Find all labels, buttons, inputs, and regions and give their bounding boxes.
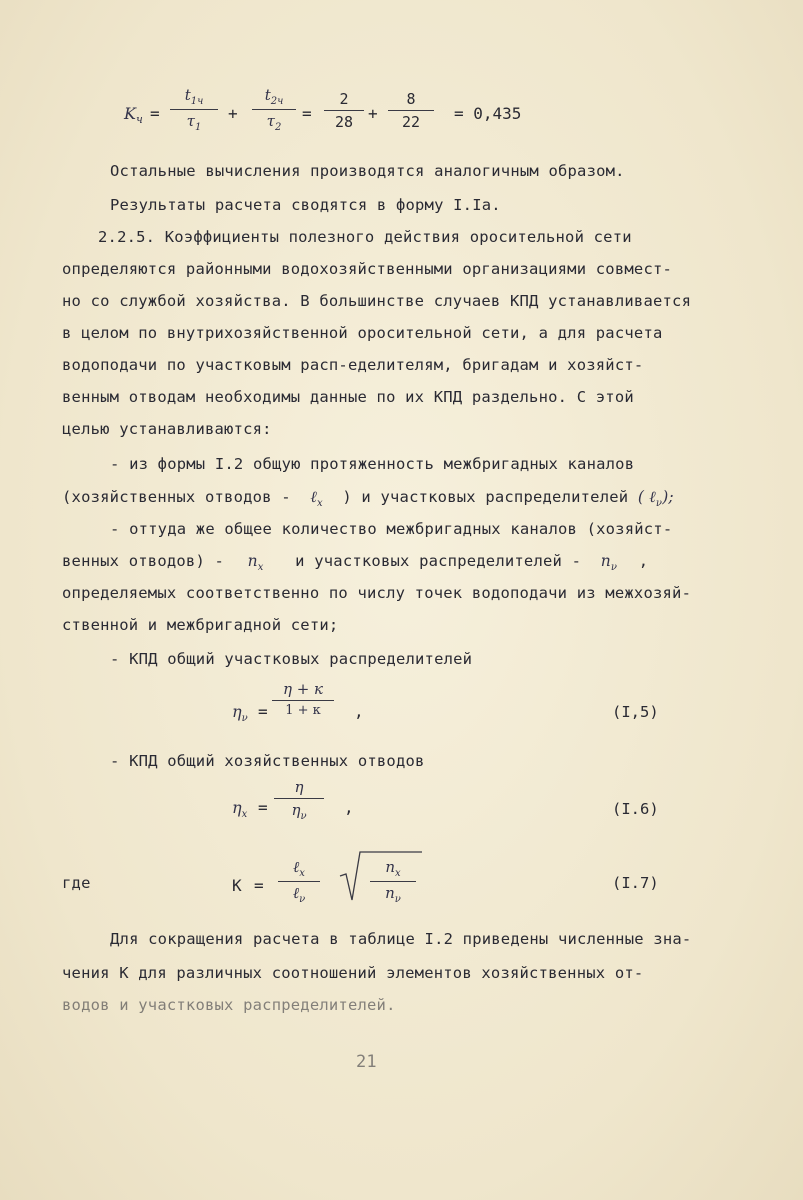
plus-sign: + xyxy=(228,104,238,123)
bullet-count-line-1: - оттуда же общее количество межбригадных каналов (хозяйст- xyxy=(110,520,673,538)
equation-number-1-7: (I.7) xyxy=(612,874,659,892)
formula-1-6-fraction: η $\eta_\nu$ xyxy=(274,778,324,822)
section-2-2-5-line-2: определяются районными водохозяйственными организациями совмест- xyxy=(62,260,673,278)
formula-1-5-fraction: η + к 1 + к xyxy=(272,680,334,718)
section-2-2-5-line-5: водоподачи по участковым расп-еделителям, бригадам и хозяйст- xyxy=(62,356,644,374)
section-2-2-5-line-3: но со службой хозяйства. В большинстве случаев КПД устанавливается xyxy=(62,292,692,310)
formula-1-6-lhs: $\eta_х$ xyxy=(232,798,248,821)
paragraph-table-note-line-1: Для сокращения расчета в таблице I.2 приведены численные зна- xyxy=(110,930,692,948)
bullet-count-line-3: определяемых соответственно по числу точек водоподачи из межхозяй- xyxy=(62,584,692,602)
formula-kch-lhs: $K_ч$ xyxy=(124,104,143,127)
symbol-nv: $n_\nu$ xyxy=(600,552,618,574)
fraction-t2-tau2: $t_{2ч}$ $\tau_2$ xyxy=(252,86,296,133)
formula-kch-result: = 0,435 xyxy=(454,104,522,123)
formula-1-5-lhs: $\eta_\nu$ xyxy=(232,702,248,725)
equals-sign-3: = xyxy=(258,702,268,721)
paragraph-results: Результаты расчета сводятся в форму I.Iа. xyxy=(110,196,501,214)
section-2-2-5-line-4: в целом по внутрихозяйственной оросительной сети, а для расчета xyxy=(62,324,663,342)
section-2-2-5-line-7: целью устанавливаются: xyxy=(62,420,272,438)
formula-1-7-fraction-n: $n_х$ $n_\nu$ xyxy=(370,858,416,905)
bullet-efficiency-outlets: - КПД общий хозяйственных отводов xyxy=(110,752,425,770)
bullet-count-line-2: венных отводов) - $n_х$ и участковых распределителей - $n_\nu$ , xyxy=(62,552,649,574)
formula-1-7-lhs: К xyxy=(232,876,242,895)
formula-1-7-fraction-l: ℓ$_х$ ℓ$_\nu$ xyxy=(278,858,320,905)
equals-sign-5: = xyxy=(254,876,264,895)
symbol-lv: ( ℓ$_\nu$); xyxy=(637,488,674,510)
symbol-lx: ℓ$_х$ xyxy=(310,488,323,510)
fraction-t1-tau1: $t_{1ч}$ $\tau_1$ xyxy=(170,86,218,133)
plus-sign-2: + xyxy=(368,104,378,123)
paragraph-table-note-line-3: водов и участковых распределителей. xyxy=(62,996,396,1014)
fraction-2-28: 2 28 xyxy=(324,90,364,131)
bullet-count-line-4: ственной и межбригадной сети; xyxy=(62,616,339,634)
symbol-nx: $n_х$ xyxy=(247,552,264,574)
page-number: 21 xyxy=(356,1052,377,1072)
equals-sign-2: = xyxy=(302,104,312,123)
equals-sign: = xyxy=(150,104,160,123)
section-2-2-5-line-1: 2.2.5. Коэффициенты полезного действия оросительной сети xyxy=(98,228,632,246)
formula-1-5-comma: , xyxy=(354,702,364,721)
paragraph-other-calculations: Остальные вычисления производятся аналогичным образом. xyxy=(110,162,625,180)
equation-number-1-5: (I,5) xyxy=(612,703,659,721)
equals-sign-4: = xyxy=(258,798,268,817)
fraction-8-22: 8 22 xyxy=(388,90,434,131)
bullet-length-line-1: - из формы I.2 общую протяженность межбригадных каналов xyxy=(110,455,635,473)
equation-number-1-6: (I.6) xyxy=(612,800,659,818)
paragraph-table-note-line-2: чения К для различных соотношений элементов хозяйственных от- xyxy=(62,964,644,982)
section-2-2-5-line-6: венным отводам необходимы данные по их КПД раздельно. С этой xyxy=(62,388,634,406)
bullet-efficiency-distributors: - КПД общий участковых распределителей xyxy=(110,650,473,668)
formula-1-6-comma: , xyxy=(344,798,354,817)
bullet-length-line-2: (хозяйственных отводов - ℓ$_х$ ) и участковых распределителей ( ℓ$_\nu$); xyxy=(62,488,674,510)
label-where: где xyxy=(62,874,91,892)
